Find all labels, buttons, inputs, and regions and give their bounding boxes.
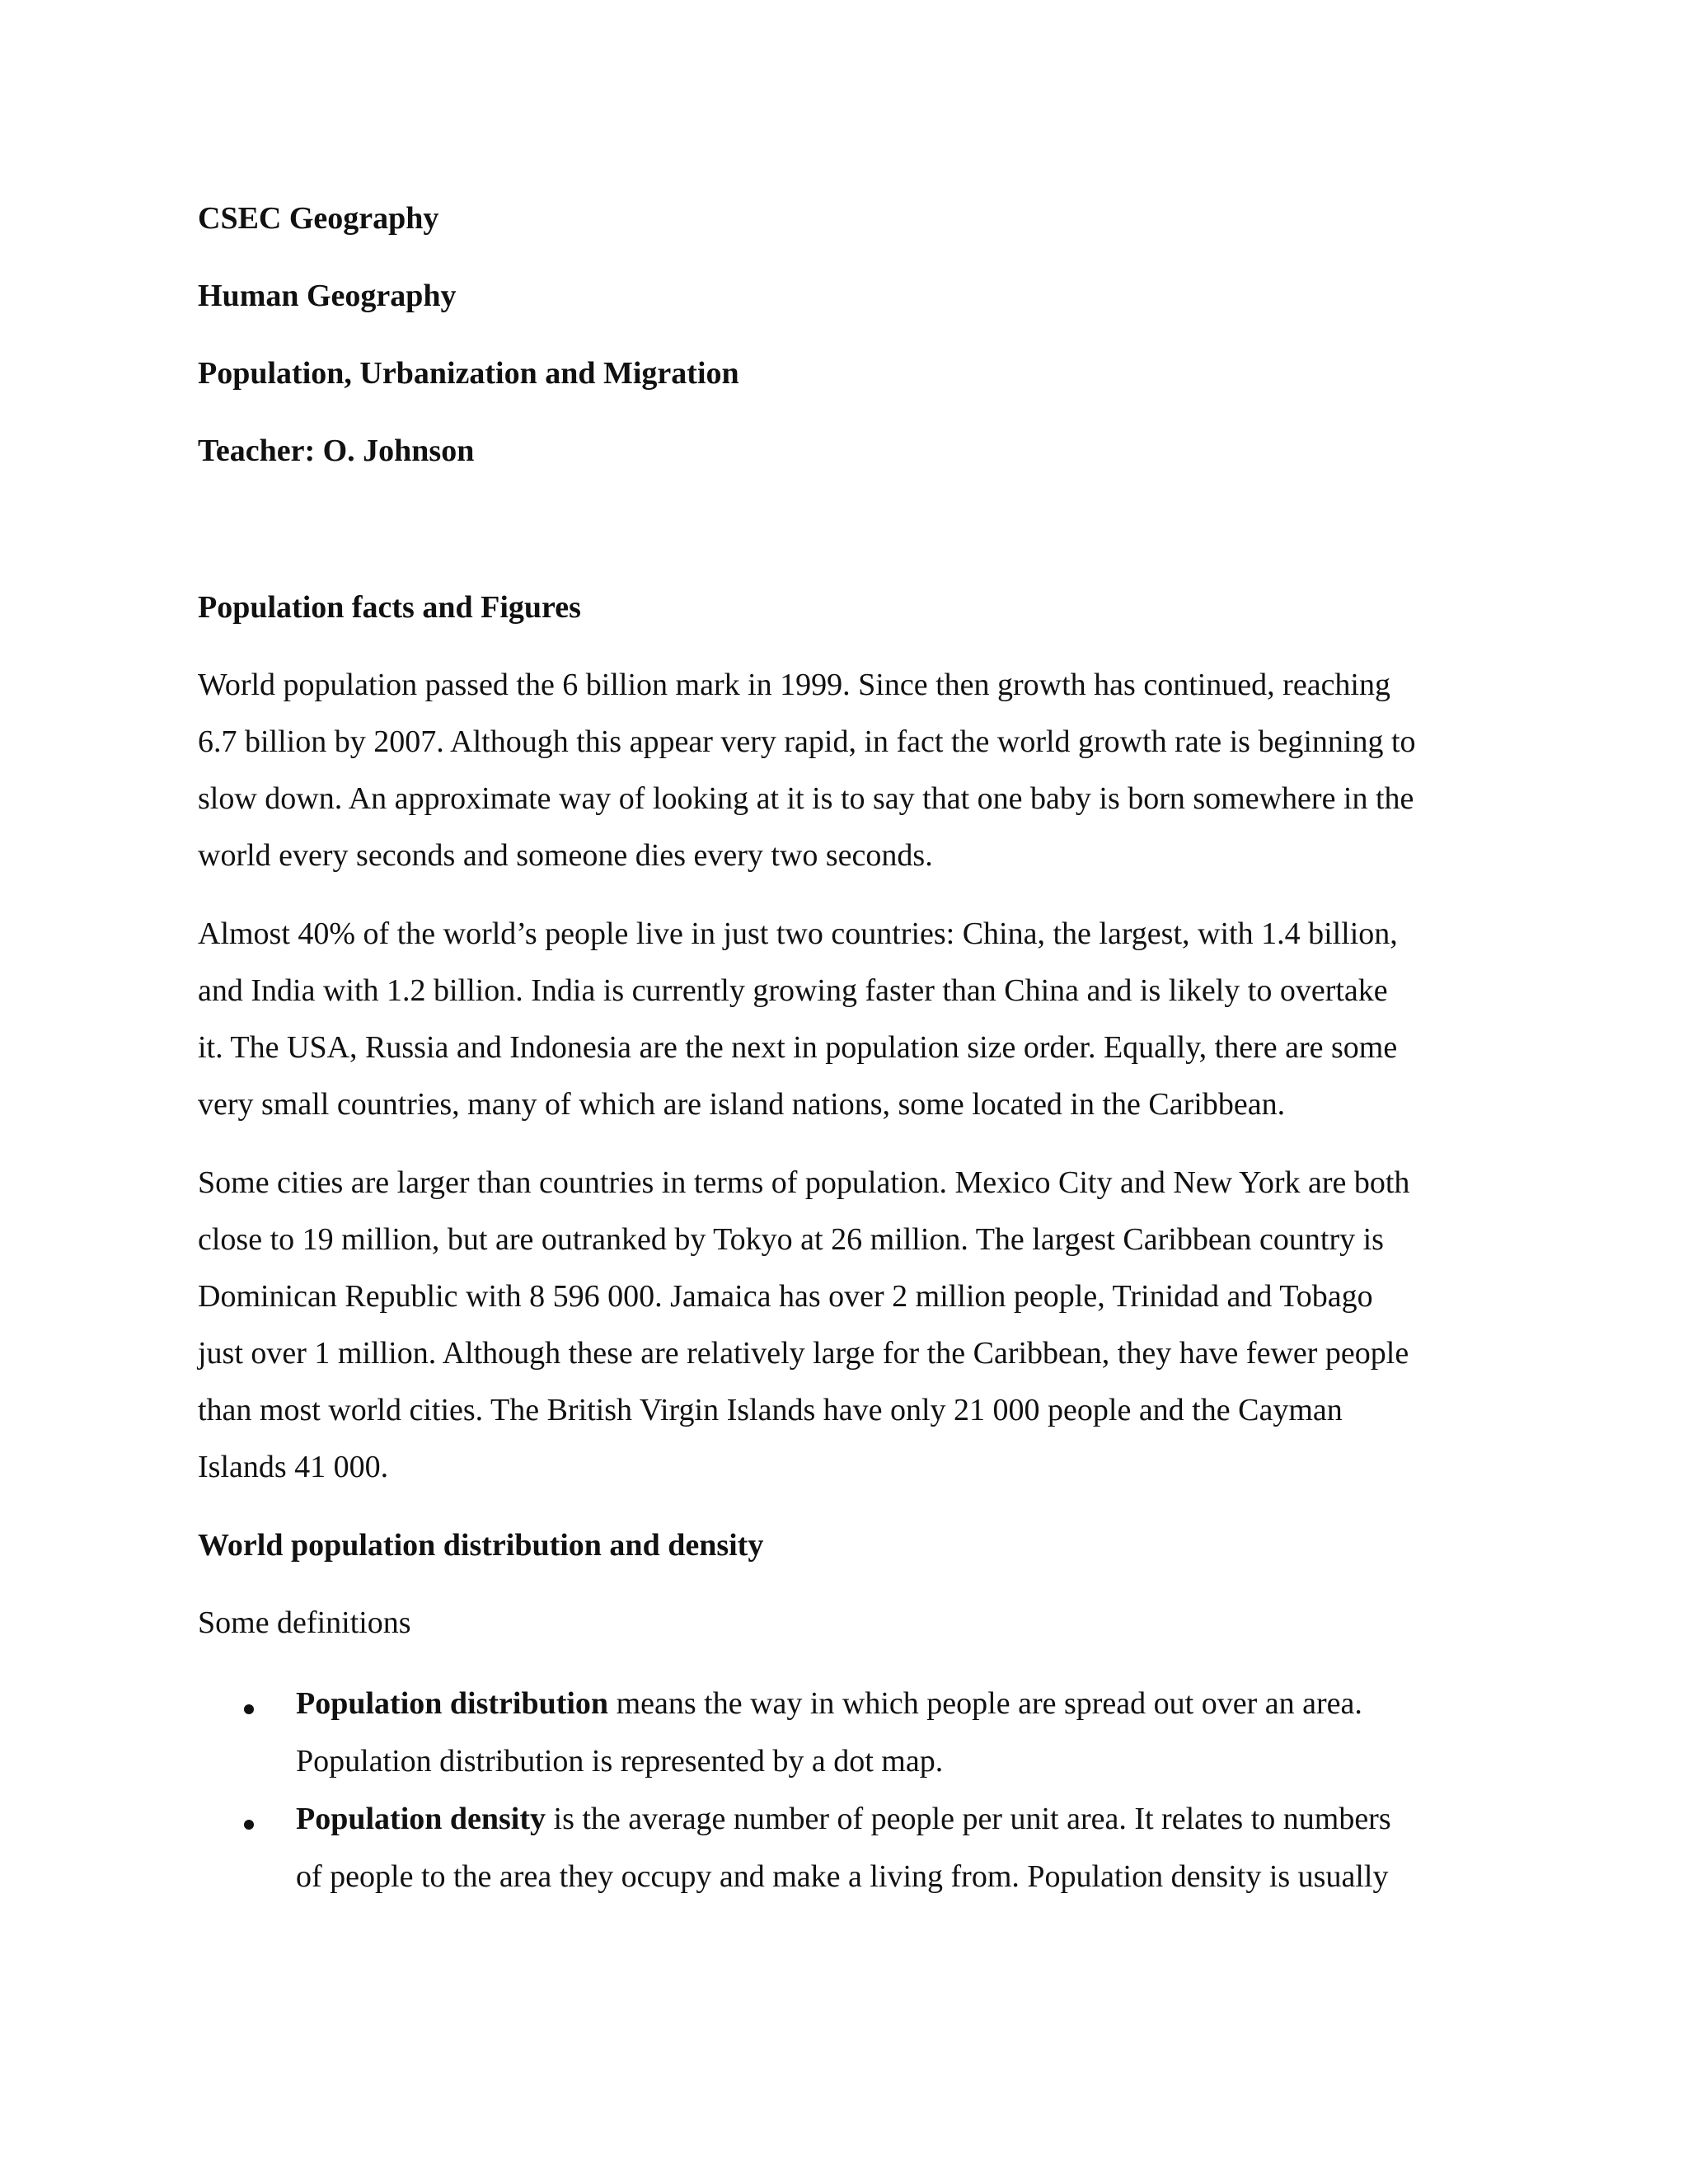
term-population-distribution: Population distribution [296,1686,609,1721]
paragraph-line: just over 1 million. Although these are relatively large for the Caribbean, they have fewer people [198,1336,1409,1371]
paragraph-line: Islands 41 000. [198,1450,389,1484]
list-item-continuation: of people to the area they occupy and make a living from. Population density is usually [296,1859,1389,1894]
paragraph-line: Dominican Republic with 8 596 000. Jamaica has over 2 million people, Trinidad and Tobago [198,1279,1373,1314]
definitions-intro: Some definitions [198,1605,411,1640]
list-item-continuation: Population distribution is represented by a dot map. [296,1744,944,1779]
paragraph-line: World population passed the 6 billion mark in 1999. Since then growth has continued, reaching [198,668,1390,702]
subject-title: Human Geography [198,279,457,313]
definition-text: is the average number of people per unit area. It relates to numbers [546,1802,1391,1836]
definition-text: means the way in which people are spread out over an area. [608,1686,1362,1721]
paragraph-line: Some cities are larger than countries in terms of population. Mexico City and New York are both [198,1165,1410,1200]
paragraph-line: it. The USA, Russia and Indonesia are the next in population size order. Equally, there are some [198,1030,1398,1065]
list-item-distribution [296,1688,1362,1719]
course-title: CSEC Geography [198,201,439,236]
term-population-density: Population density [296,1802,546,1836]
paragraph-line: than most world cities. The British Virgin Islands have only 21 000 people and the Cayman [198,1393,1343,1427]
paragraph-line: close to 19 million, but are outranked by Tokyo at 26 million. The largest Caribbean country is [198,1222,1384,1257]
section-heading-distribution: World population distribution and density [198,1528,764,1563]
bullet-marker [244,1704,254,1714]
paragraph-line: slow down. An approximate way of looking at it is to say that one baby is born somewhere in the [198,781,1414,816]
bullet-marker [244,1820,254,1830]
paragraph-line: world every seconds and someone dies every two seconds. [198,838,933,873]
list-item-density [296,1803,1391,1835]
paragraph-line: 6.7 billion by 2007. Although this appear very rapid, in fact the world growth rate is beginning to [198,724,1416,759]
paragraph-line: and India with 1.2 billion. India is currently growing faster than China and is likely to overtake [198,973,1388,1008]
section-heading-facts: Population facts and Figures [198,590,581,625]
topic-title: Population, Urbanization and Migration [198,356,739,391]
teacher-name: Teacher: O. Johnson [198,434,475,468]
paragraph-line: Almost 40% of the world’s people live in just two countries: China, the largest, with 1.4 billion, [198,916,1398,951]
paragraph-line: very small countries, many of which are island nations, some located in the Caribbean. [198,1087,1286,1122]
